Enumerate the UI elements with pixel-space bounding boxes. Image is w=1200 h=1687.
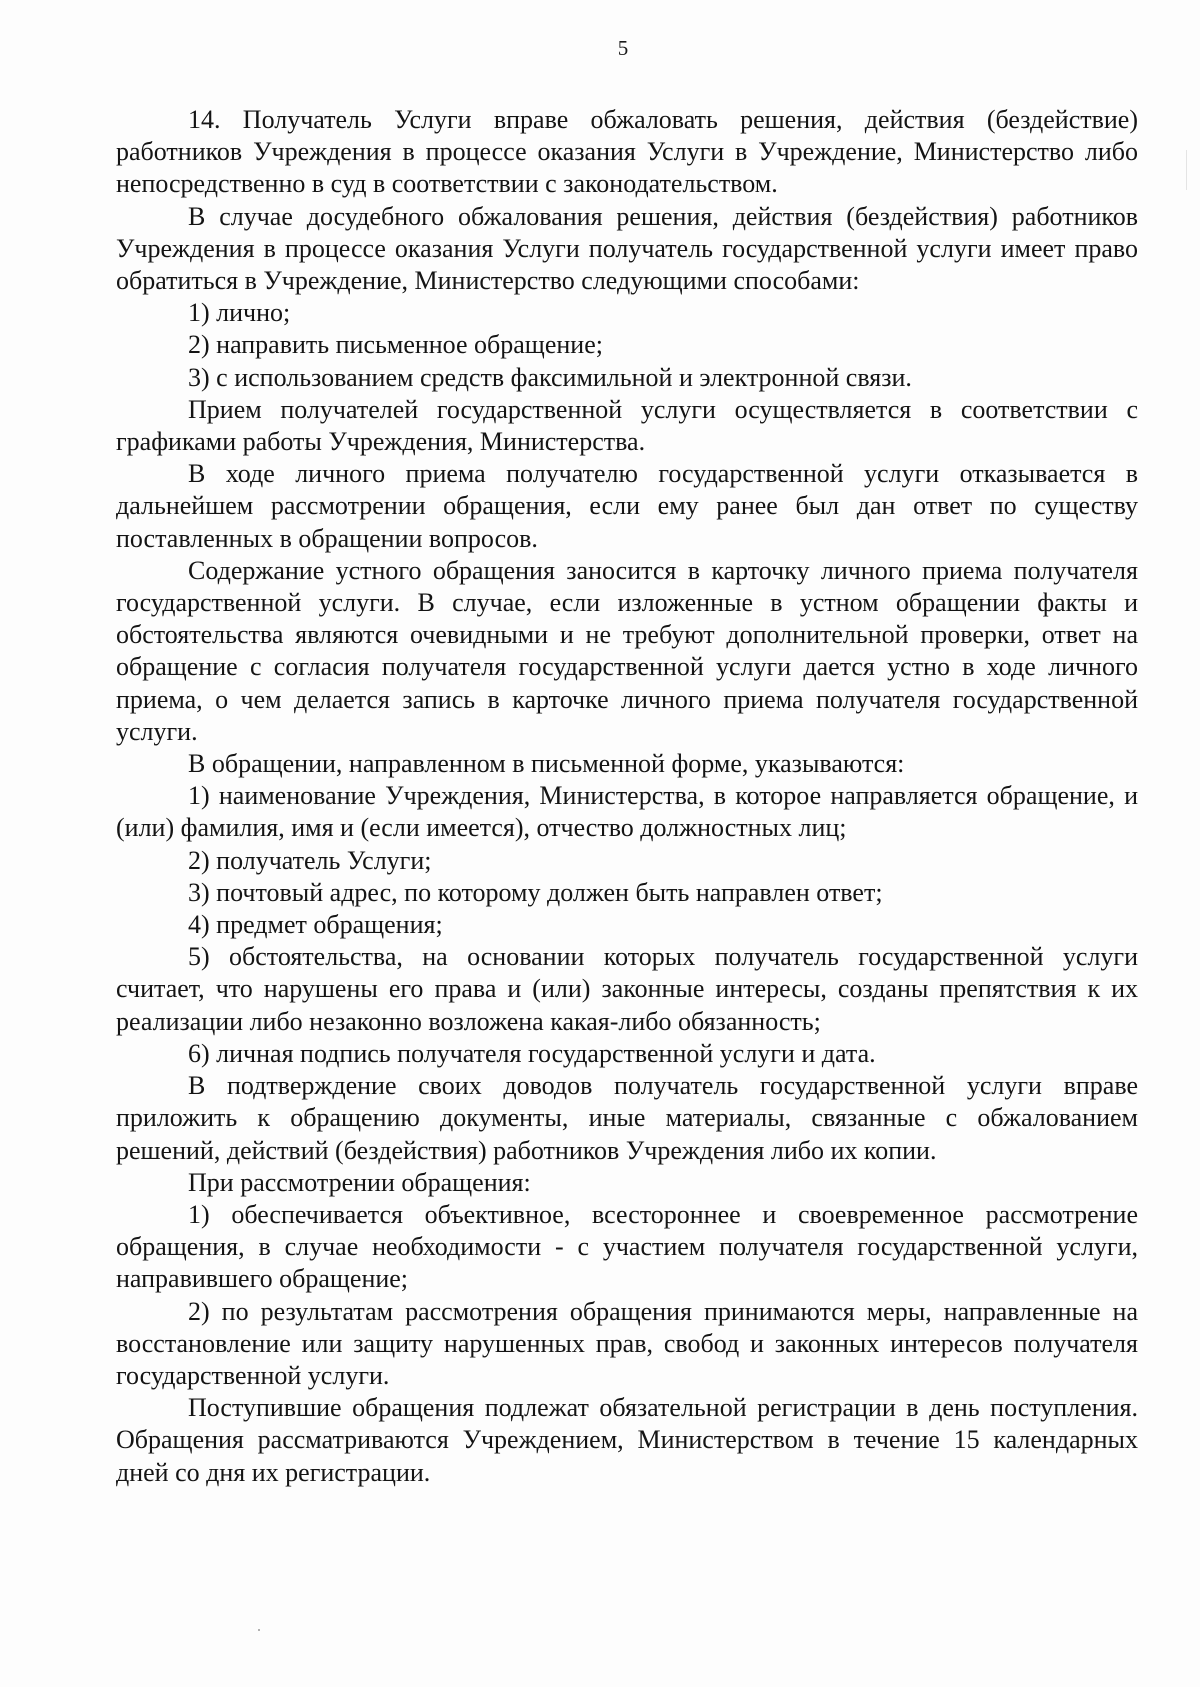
list-item-recipient: 2) получатель Услуги;	[188, 845, 432, 875]
list-item-fax-electronic: 3) с использованием средств факсимильной и электронной связи.	[188, 362, 912, 392]
paragraph-consideration: При рассмотрении обращения:	[188, 1167, 531, 1197]
scan-artifact-line	[1186, 150, 1187, 190]
page-number: 5	[617, 36, 629, 60]
list-item-circumstances: 5) обстоятельства, на основании которых получатель государственной услуги считает, что нарушены его права и (или) законные интересы, созданы препятствия к их реализации либо незаконно возложена какая-либо обязанность;	[116, 942, 1138, 1036]
list-item-postal-address: 3) почтовый адрес, по которому должен быть направлен ответ;	[188, 877, 883, 907]
list-item-institution-name: 1) наименование Учреждения, Министерства, в которое направляется обращение, и (или) фамилия, имя и (если имеется), отчество должностных лиц;	[116, 781, 1138, 843]
paragraph-registration-deadline: Поступившие обращения подлежат обязательной регистрации в день поступления. Обращения рассматриваются Учреждением, Министерством в течение 15 календарных дней со дня их регистрации.	[116, 1393, 1138, 1487]
list-item-measures: 2) по результатам рассмотрения обращения принимаются меры, направленные на восстановление или защиту нарушенных прав, свобод и законных интересов получателя государственной услуги.	[116, 1296, 1138, 1390]
paragraph-supporting-documents: В подтверждение своих доводов получатель государственной услуги вправе приложить к обращению документы, иные материалы, связанные с обжалованием решений, действий (бездействия) работников Учреждения либо их копии.	[116, 1071, 1138, 1165]
paragraph-section-14: 14. Получатель Услуги вправе обжаловать решения, действия (бездействие) работников Учреждения в процессе оказания Услуги в Учреждение, Министерство либо непосредственно в суд в соответствии с законодательством.	[116, 105, 1138, 199]
paragraph-pretrial-appeal: В случае досудебного обжалования решения, действия (бездействия) работников Учреждения в процессе оказания Услуги получатель государственной услуги имеет право обратиться в Учреждение, Министерство следующими способами:	[116, 201, 1138, 296]
paragraph-written-appeal-contents: В обращении, направленном в письменной форме, указываются:	[188, 749, 905, 779]
list-item-subject: 4) предмет обращения;	[188, 910, 443, 940]
scan-artifact-dot	[258, 1629, 260, 1631]
list-item-in-person: 1) лично;	[188, 298, 291, 328]
list-item-objective-review: 1) обеспечивается объективное, всестороннее и своевременное рассмотрение обращения, в случае необходимости - с участием получателя государственной услуги, направившего обращение;	[116, 1199, 1138, 1294]
list-item-signature-date: 6) личная подпись получателя государственной услуги и дата.	[188, 1038, 876, 1068]
paragraph-reception-schedule: Прием получателей государственной услуги осуществляется в соответствии с графиками работы Учреждения, Министерства.	[116, 394, 1138, 457]
list-item-written-appeal: 2) направить письменное обращение;	[188, 330, 603, 360]
paragraph-oral-appeal: Содержание устного обращения заносится в карточку личного приема получателя государственной услуги. В случае, если изложенные в устном обращении факты и обстоятельства являются очевидными и не требуют дополнительной проверки, ответ на обращение с согласия получателя государственной услуги дается устно в ходе личного приема, о чем делается запись в карточке личного приема получателя государственной услуги.	[116, 555, 1138, 746]
document-body	[116, 104, 1138, 1489]
paragraph-personal-reception-refusal: В ходе личного приема получателю государственной услуги отказывается в дальнейшем рассмотрении обращения, если ему ранее был дан ответ по существу поставленных в обращении вопросов.	[116, 459, 1138, 553]
